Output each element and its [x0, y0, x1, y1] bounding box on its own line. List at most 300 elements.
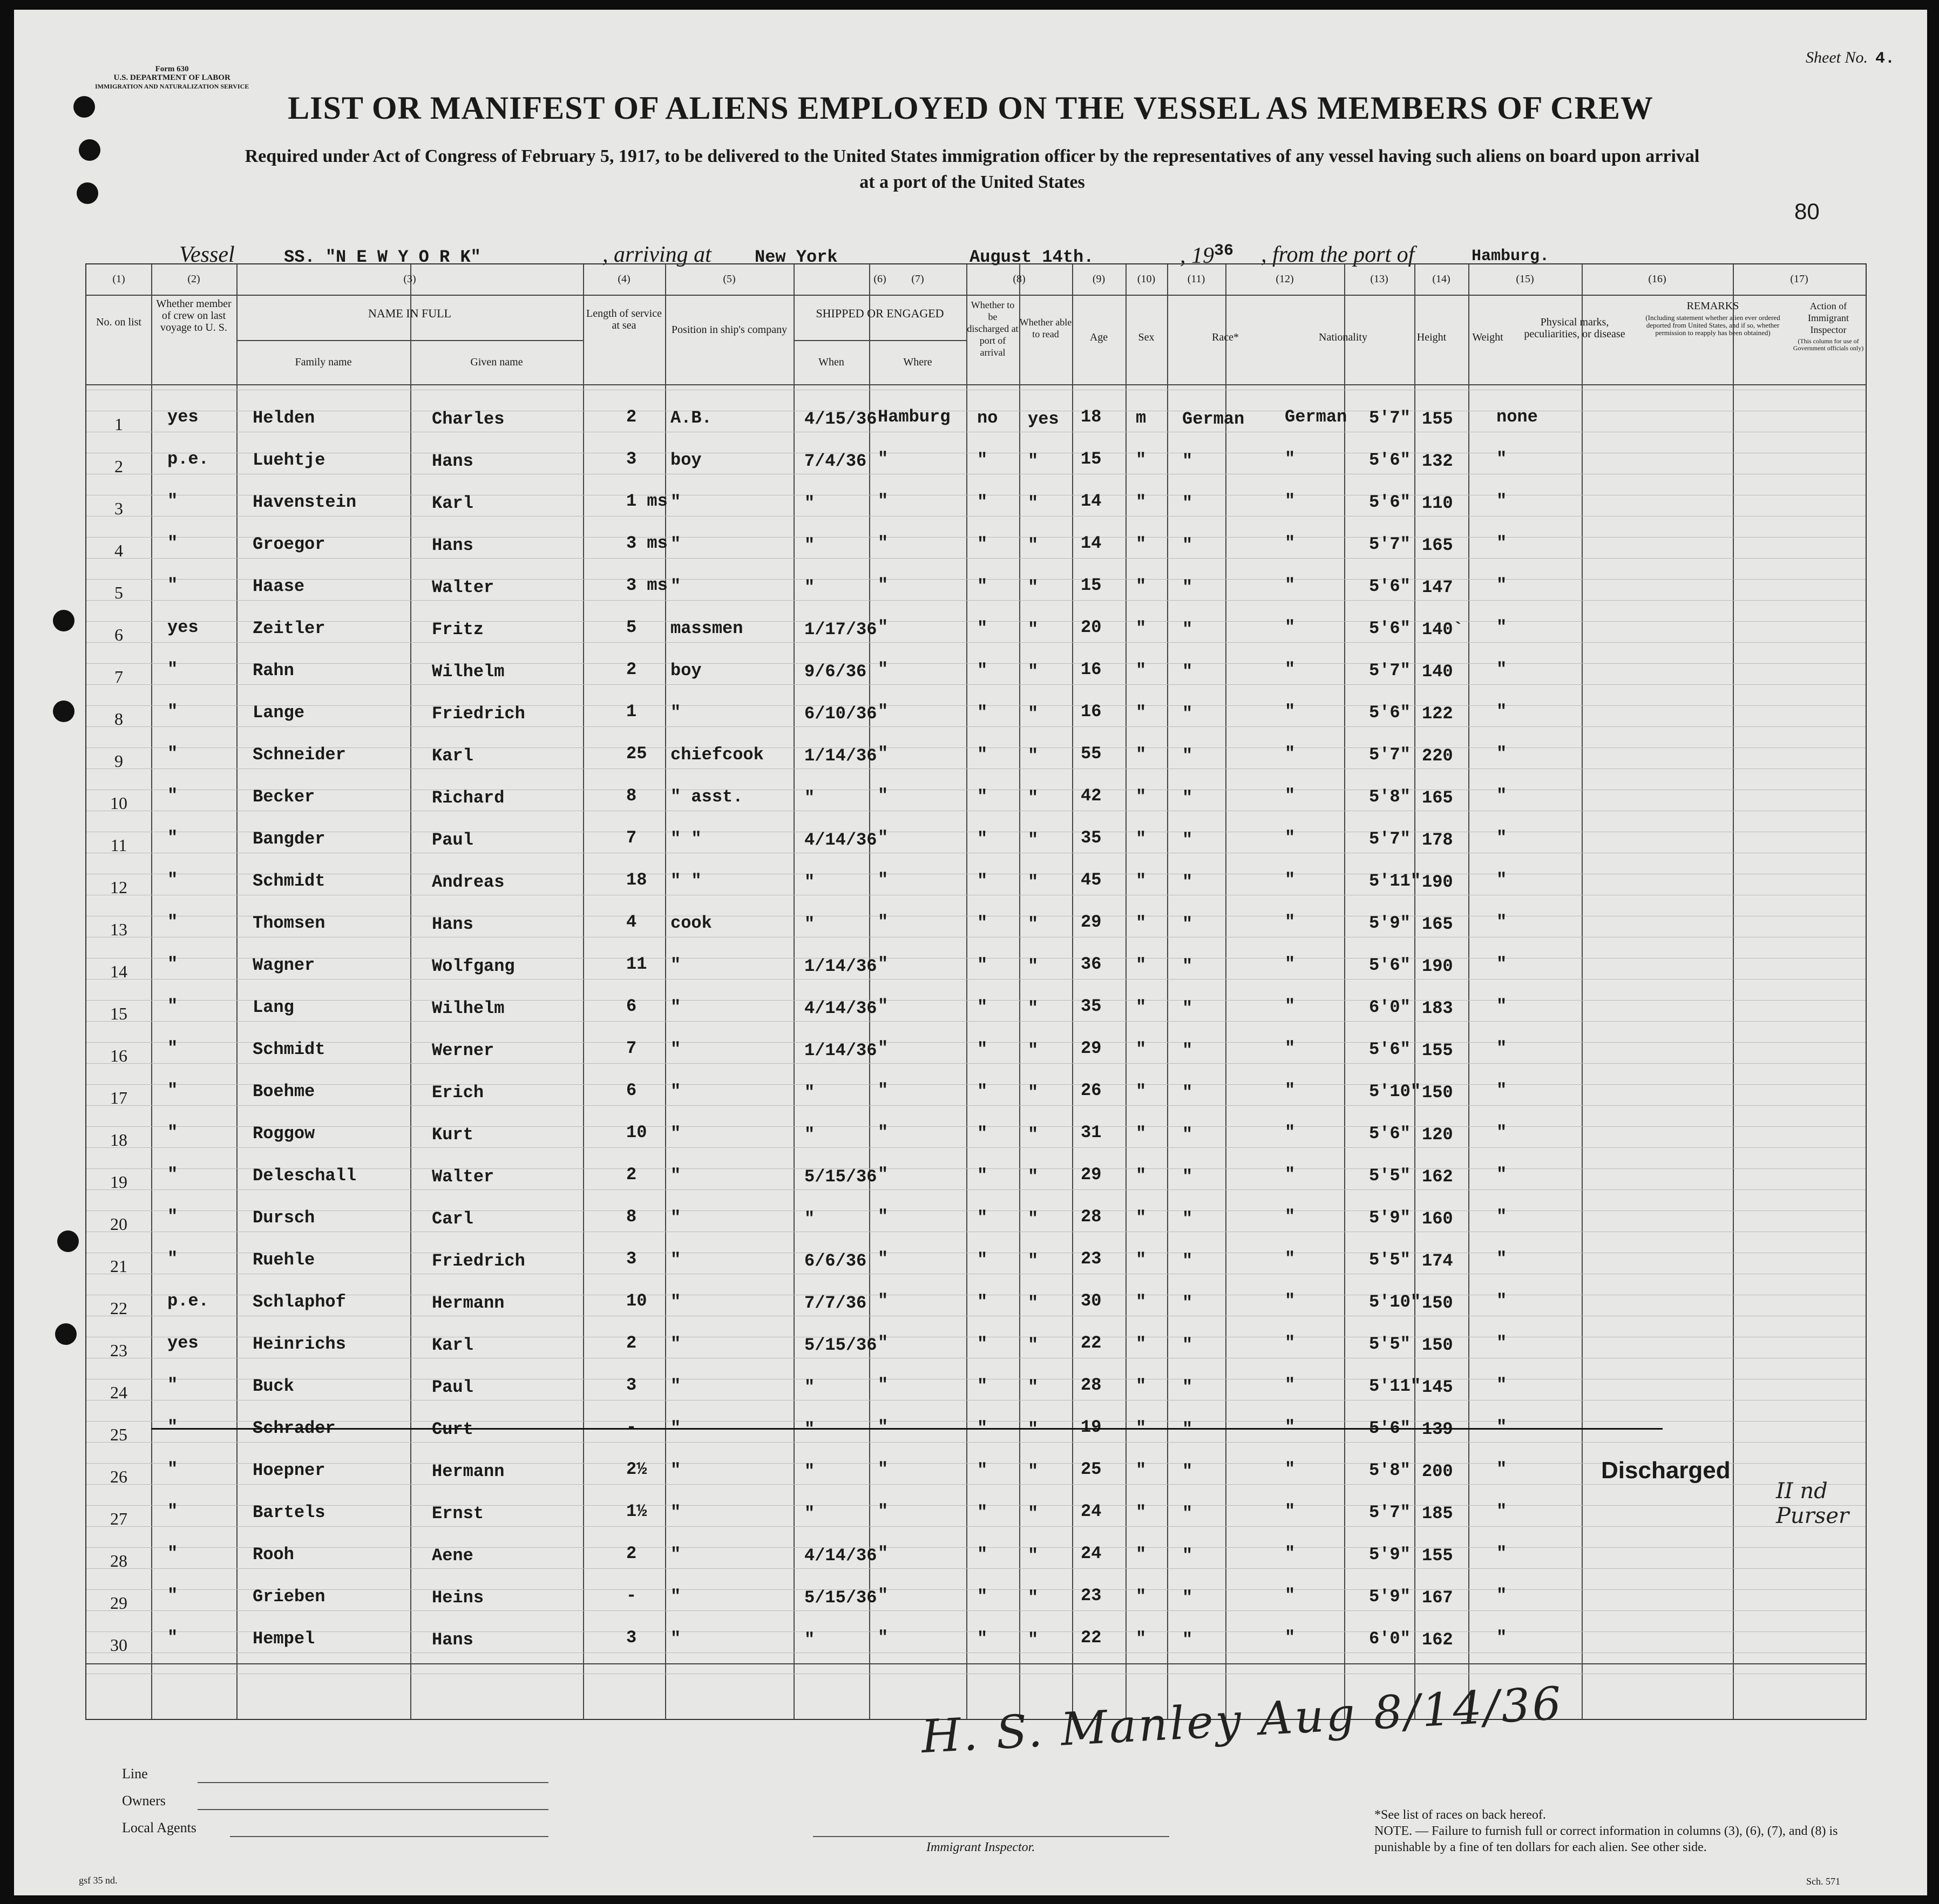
header-c16b: (Including statement whether alien ever ordered deported from United States, and if so, whether permission to reapply has been obtained) [1645, 314, 1780, 337]
header-c3a: Family name [295, 356, 352, 368]
header-c13: Height [1416, 331, 1447, 343]
cell-marks: " [1496, 702, 1507, 722]
cell-height: 5'7" [1369, 829, 1411, 849]
cell-given: Wilhelm [432, 998, 505, 1018]
cell-nationality: " [1285, 1249, 1296, 1269]
cell-race: " [1182, 1083, 1193, 1103]
cell-weight: 162 [1422, 1167, 1453, 1187]
column-number: (10) [1137, 273, 1156, 285]
cell-where: " [878, 491, 889, 511]
cell-weight: 132 [1422, 451, 1453, 471]
cell-read: " [1028, 577, 1039, 597]
cell-race: " [1182, 1293, 1193, 1313]
cell-age: 25 [1081, 1459, 1102, 1479]
cell-weight: 165 [1422, 914, 1453, 934]
departure-port: Hamburg. [1472, 247, 1550, 266]
sheet-number-value: 4. [1875, 50, 1895, 68]
cell-read: " [1028, 914, 1039, 934]
cell-where: " [878, 1543, 889, 1563]
cell-discharge: " [977, 1629, 988, 1649]
cell-age: 31 [1081, 1123, 1102, 1143]
punch-hole [53, 610, 74, 631]
footnotes [1374, 1807, 1860, 1855]
ruled-line [86, 1105, 1866, 1106]
ruled-line [86, 558, 1866, 559]
cell-prev: " [167, 1080, 178, 1100]
ruled-line [86, 747, 1866, 748]
cell-nationality: " [1285, 1459, 1296, 1479]
cell-where: " [878, 744, 889, 764]
cell-race: " [1182, 1377, 1193, 1397]
cell-discharge: " [977, 1039, 988, 1059]
cell-given: Walter [432, 577, 494, 597]
ruled-line [86, 1547, 1866, 1548]
cell-read: " [1028, 1504, 1039, 1524]
cell-height: 5'6" [1369, 1124, 1411, 1144]
cell-weight: 155 [1422, 1546, 1453, 1566]
cell-nationality: " [1285, 575, 1296, 595]
cell-weight: 150 [1422, 1335, 1453, 1355]
cell-service: 3 ms [626, 533, 668, 553]
cell-age: 55 [1081, 744, 1102, 764]
row-number: 15 [110, 1004, 127, 1023]
row-number: 6 [114, 625, 123, 644]
header-c4: Length of service at sea [586, 308, 662, 331]
cell-sex: m [1136, 408, 1147, 428]
cell-read: " [1028, 1588, 1039, 1608]
cell-family: Lang [253, 997, 294, 1017]
cell-given: Hans [432, 451, 473, 471]
cell-when: 5/15/36 [804, 1335, 877, 1355]
cell-race: " [1182, 1504, 1193, 1524]
cell-nationality: " [1285, 1586, 1296, 1606]
row-number: 18 [110, 1130, 127, 1150]
row-number: 17 [110, 1088, 127, 1107]
cell-when: " [804, 1209, 815, 1229]
cell-sex: " [1136, 997, 1147, 1017]
cell-race: " [1182, 704, 1193, 724]
races-footnote: *See list of races on back hereof. [1374, 1808, 1546, 1822]
cell-when: 6/10/36 [804, 704, 877, 724]
cell-when: 9/6/36 [804, 662, 867, 682]
cell-race: " [1182, 1167, 1193, 1187]
cell-height: 5'6" [1369, 1418, 1411, 1438]
cell-marks: " [1496, 1586, 1507, 1606]
cell-family: Bartels [253, 1502, 326, 1522]
discharged-note: Discharged [1601, 1457, 1731, 1484]
row-number: 12 [110, 878, 127, 897]
cell-nationality: " [1285, 1207, 1296, 1227]
ruled-line [86, 705, 1866, 706]
cell-service: 1 [626, 702, 637, 722]
cell-discharge: " [977, 1292, 988, 1312]
row-number: 29 [110, 1593, 127, 1613]
inspector-signature: H. S. Manley Aug 8/14/36 [920, 1676, 1565, 1764]
cell-sex: " [1136, 745, 1147, 765]
cell-where: " [878, 1333, 889, 1353]
cell-weight: 185 [1422, 1504, 1453, 1524]
arriving-label: , arriving at [602, 242, 711, 267]
ruled-line [86, 979, 1866, 980]
cell-when: " [804, 872, 815, 892]
column-rule [794, 264, 795, 1719]
cell-read: " [1028, 1209, 1039, 1229]
cell-sex: " [1136, 1587, 1147, 1607]
cell-sex: " [1136, 1376, 1147, 1396]
cell-given: Karl [432, 493, 473, 513]
column-rule [1414, 264, 1415, 1719]
cell-position: " [670, 492, 681, 512]
cell-height: 5'10" [1369, 1082, 1421, 1101]
ruled-line [86, 684, 1866, 685]
cell-position: " [670, 1460, 681, 1480]
cell-discharge: " [977, 1502, 988, 1522]
cell-prev: " [167, 870, 178, 890]
cell-prev: " [167, 702, 178, 722]
cell-service: 3 [626, 1375, 637, 1395]
cell-prev: p.e. [167, 449, 209, 469]
cell-marks: " [1496, 1333, 1507, 1353]
cell-sex: " [1136, 1460, 1147, 1480]
group-rule [236, 340, 583, 341]
cell-service: 18 [626, 870, 647, 890]
column-number: (4) [618, 273, 630, 285]
cell-race: " [1182, 1419, 1193, 1439]
cell-age: 15 [1081, 449, 1102, 469]
cell-given: Karl [432, 746, 473, 766]
inspector-label: Immigrant Inspector. [926, 1840, 1035, 1854]
cell-read: " [1028, 1377, 1039, 1397]
cell-age: 30 [1081, 1291, 1102, 1311]
cell-family: Bangder [253, 829, 326, 849]
cell-height: 5'7" [1369, 534, 1411, 554]
cell-where: " [878, 1165, 889, 1185]
column-rule [1019, 264, 1020, 1719]
cell-service: 6 [626, 1080, 637, 1100]
cell-when: " [804, 1504, 815, 1524]
cell-age: 36 [1081, 954, 1102, 974]
print-mark: gsf 35 nd. [79, 1875, 118, 1886]
cell-prev: " [167, 1417, 178, 1437]
table-end-rule [86, 1663, 1866, 1664]
cell-height: 6'0" [1369, 997, 1411, 1017]
cell-position: " [670, 1376, 681, 1396]
cell-race: " [1182, 830, 1193, 850]
column-rule [665, 264, 666, 1719]
cell-weight: 165 [1422, 535, 1453, 555]
cell-prev: " [167, 1123, 178, 1143]
column-rule [583, 264, 584, 1719]
cell-where: " [878, 954, 889, 974]
cell-when: " [804, 914, 815, 934]
cell-race: " [1182, 1461, 1193, 1481]
cell-family: Becker [253, 787, 315, 807]
form-identifier [95, 65, 249, 91]
cell-read: " [1028, 1419, 1039, 1439]
cell-where: " [878, 659, 889, 679]
cell-read: " [1028, 1461, 1039, 1481]
cell-height: 5'6" [1369, 703, 1411, 723]
cell-position: massmen [670, 618, 743, 638]
cell-age: 26 [1081, 1080, 1102, 1100]
column-number: (12) [1276, 273, 1294, 285]
cell-family: Ruehle [253, 1250, 315, 1270]
header-rule [86, 384, 1866, 385]
cell-weight: 165 [1422, 788, 1453, 808]
cell-family: Schneider [253, 745, 346, 765]
cell-service: 3 [626, 1628, 637, 1648]
cell-service: 7 [626, 828, 637, 848]
form-number: Form 630 [155, 65, 189, 73]
cell-service: 2 [626, 1543, 637, 1563]
cell-marks: " [1496, 1207, 1507, 1227]
row-number: 4 [114, 541, 123, 560]
cell-marks: none [1496, 407, 1538, 427]
cell-race: " [1182, 956, 1193, 976]
cell-marks: " [1496, 491, 1507, 511]
cell-position: " [670, 1292, 681, 1312]
header-c10: Sex [1138, 331, 1155, 343]
cell-prev: " [167, 1628, 178, 1648]
row-number: 9 [114, 751, 123, 771]
header-c3: NAME IN FULL [368, 307, 451, 320]
header-c17: Action of Immigrant Inspector [1808, 301, 1849, 335]
cell-discharge: " [977, 1124, 988, 1144]
cell-race: " [1182, 1588, 1193, 1608]
cell-race: " [1182, 1630, 1193, 1650]
cell-weight: 150 [1422, 1293, 1453, 1313]
cell-sex: " [1136, 1124, 1147, 1144]
cell-height: 5'6" [1369, 1039, 1411, 1059]
cell-nationality: " [1285, 744, 1296, 764]
cell-position: " [670, 1082, 681, 1101]
row-number: 20 [110, 1214, 127, 1234]
column-rule [869, 264, 870, 1719]
cell-discharge: " [977, 1545, 988, 1565]
cell-prev: " [167, 1038, 178, 1058]
header-c6: SHIPPED OR ENGAGED [816, 307, 944, 320]
cell-marks: " [1496, 575, 1507, 595]
cell-position: " [670, 1124, 681, 1144]
ruled-line [86, 537, 1866, 538]
cell-marks: " [1496, 954, 1507, 974]
cell-discharge: " [977, 618, 988, 638]
column-rule [1344, 264, 1345, 1719]
cell-marks: " [1496, 1038, 1507, 1058]
cell-where: " [878, 1123, 889, 1143]
cell-height: 5'6" [1369, 450, 1411, 470]
header-c8: Whether able to read [1019, 317, 1072, 339]
column-number: (11) [1187, 273, 1205, 285]
cell-marks: " [1496, 1501, 1507, 1521]
pencil-sheet-number: 80 [1794, 199, 1820, 224]
cell-nationality: " [1285, 954, 1296, 974]
cell-position: boy [670, 661, 702, 681]
from-port-label: , from the port of [1261, 242, 1415, 267]
header-c6b: Where [903, 356, 932, 368]
cell-family: Dursch [253, 1208, 315, 1228]
cell-position: " [670, 1502, 681, 1522]
cell-weight: 160 [1422, 1209, 1453, 1229]
cell-given: Hans [432, 914, 473, 934]
cell-age: 16 [1081, 659, 1102, 679]
cell-weight: 190 [1422, 956, 1453, 976]
cell-age: 29 [1081, 1165, 1102, 1185]
cell-position: " [670, 534, 681, 554]
cell-sex: " [1136, 1292, 1147, 1312]
column-number: (5) [723, 273, 736, 285]
cell-race: " [1182, 535, 1193, 555]
cell-height: 6'0" [1369, 1629, 1411, 1649]
cell-prev: " [167, 1207, 178, 1227]
column-number: (3) [403, 273, 416, 285]
cell-where: Hamburg [878, 407, 951, 427]
cell-position: " [670, 576, 681, 596]
cell-given: Aene [432, 1546, 473, 1566]
column-rule [966, 264, 967, 1719]
cell-discharge: " [977, 1334, 988, 1354]
header-c11: Race* [1212, 331, 1239, 343]
cell-height: 5'6" [1369, 576, 1411, 596]
sheet-number-label: Sheet No. [1806, 49, 1868, 66]
cell-where: " [878, 575, 889, 595]
cell-service: 8 [626, 786, 637, 806]
cell-read: " [1028, 451, 1039, 471]
row-number: 8 [114, 709, 123, 729]
cell-nationality: " [1285, 1080, 1296, 1100]
cell-given: Carl [432, 1209, 473, 1229]
cell-given: Hermann [432, 1293, 505, 1313]
column-number: (7) [911, 273, 924, 285]
cell-sex: " [1136, 1629, 1147, 1649]
cell-family: Rahn [253, 661, 294, 681]
cell-prev: " [167, 533, 178, 553]
cell-where: " [878, 1291, 889, 1311]
cell-service: 7 [626, 1038, 637, 1058]
cell-when: " [804, 577, 815, 597]
cell-age: 35 [1081, 828, 1102, 848]
cell-discharge: " [977, 492, 988, 512]
cell-given: Erich [432, 1083, 484, 1103]
cell-given: Paul [432, 830, 473, 850]
cell-height: 5'8" [1369, 787, 1411, 807]
cell-age: 16 [1081, 702, 1102, 722]
cell-position: " [670, 703, 681, 723]
cell-weight: 139 [1422, 1419, 1453, 1439]
header-c16: REMARKS [1686, 300, 1739, 312]
cell-age: 29 [1081, 912, 1102, 932]
cell-service: - [626, 1586, 637, 1606]
column-number: (8) [1013, 273, 1026, 285]
cell-height: 5'9" [1369, 913, 1411, 933]
cell-when: 5/15/36 [804, 1167, 877, 1187]
inspector-rule [813, 1836, 1169, 1837]
cell-marks: " [1496, 1123, 1507, 1143]
cell-discharge: " [977, 997, 988, 1017]
cell-nationality: " [1285, 1165, 1296, 1185]
cell-nationality: German [1285, 407, 1347, 427]
year-prefix: , 19 [1180, 243, 1214, 268]
cell-sex: " [1136, 1250, 1147, 1270]
cell-discharge: " [977, 1587, 988, 1607]
cell-prev: " [167, 1249, 178, 1269]
cell-given: Andreas [432, 872, 505, 892]
cell-where: " [878, 533, 889, 553]
cell-nationality: " [1285, 1501, 1296, 1521]
cell-marks: " [1496, 1165, 1507, 1185]
cell-height: 5'5" [1369, 1334, 1411, 1354]
ruled-line [86, 1442, 1866, 1443]
cell-when: 1/14/36 [804, 956, 877, 976]
header-c5: Position in ship's company [671, 324, 788, 336]
column-rule [410, 264, 411, 1719]
cell-position: " [670, 1418, 681, 1438]
ruled-line [86, 1084, 1866, 1085]
cell-discharge: " [977, 576, 988, 596]
cell-age: 23 [1081, 1249, 1102, 1269]
row-number: 28 [110, 1551, 127, 1570]
cell-age: 24 [1081, 1501, 1102, 1521]
cell-nationality: " [1285, 1417, 1296, 1437]
cell-given: Hermann [432, 1461, 505, 1481]
cell-age: 15 [1081, 575, 1102, 595]
cell-weight: 162 [1422, 1630, 1453, 1650]
cell-read: " [1028, 746, 1039, 766]
cell-height: 5'10" [1369, 1292, 1421, 1312]
cell-weight: 110 [1422, 493, 1453, 513]
cell-family: Hempel [253, 1629, 315, 1649]
cell-nationality: " [1285, 491, 1296, 511]
arrival-date: August 14th. [969, 247, 1094, 267]
cell-service: 2 [626, 659, 637, 679]
cell-family: Lange [253, 703, 305, 723]
ruled-line [86, 663, 1866, 664]
cell-marks: " [1496, 1628, 1507, 1648]
ruled-line [86, 1589, 1866, 1590]
ruled-line [86, 642, 1866, 643]
cell-where: " [878, 1586, 889, 1606]
ruled-line [86, 1421, 1866, 1422]
cell-weight: 120 [1422, 1125, 1453, 1145]
ruled-line [86, 1042, 1866, 1043]
header-c1: No. on list [96, 316, 141, 328]
cell-discharge: " [977, 871, 988, 891]
column-number: (6) [873, 273, 886, 285]
cell-marks: " [1496, 1543, 1507, 1563]
cell-discharge: " [977, 1460, 988, 1480]
cell-age: 22 [1081, 1333, 1102, 1353]
cell-where: " [878, 1249, 889, 1269]
cell-given: Ernst [432, 1504, 484, 1524]
crew-table [85, 263, 1867, 1720]
cell-where: " [878, 1038, 889, 1058]
column-number: (9) [1092, 273, 1106, 285]
cell-position: " asst. [670, 787, 743, 807]
row-number: 25 [110, 1425, 127, 1444]
cell-height: 5'9" [1369, 1208, 1411, 1228]
cell-marks: " [1496, 1080, 1507, 1100]
cell-position: " [670, 1208, 681, 1228]
cell-position: " " [670, 871, 702, 891]
column-number: (17) [1790, 273, 1808, 285]
cell-given: Walter [432, 1167, 494, 1187]
cell-position: cook [670, 913, 712, 933]
cell-weight: 140` [1422, 620, 1463, 640]
cell-where: " [878, 1080, 889, 1100]
cell-discharge: " [977, 1418, 988, 1438]
cell-sex: " [1136, 955, 1147, 975]
cell-given: Friedrich [432, 1251, 525, 1271]
